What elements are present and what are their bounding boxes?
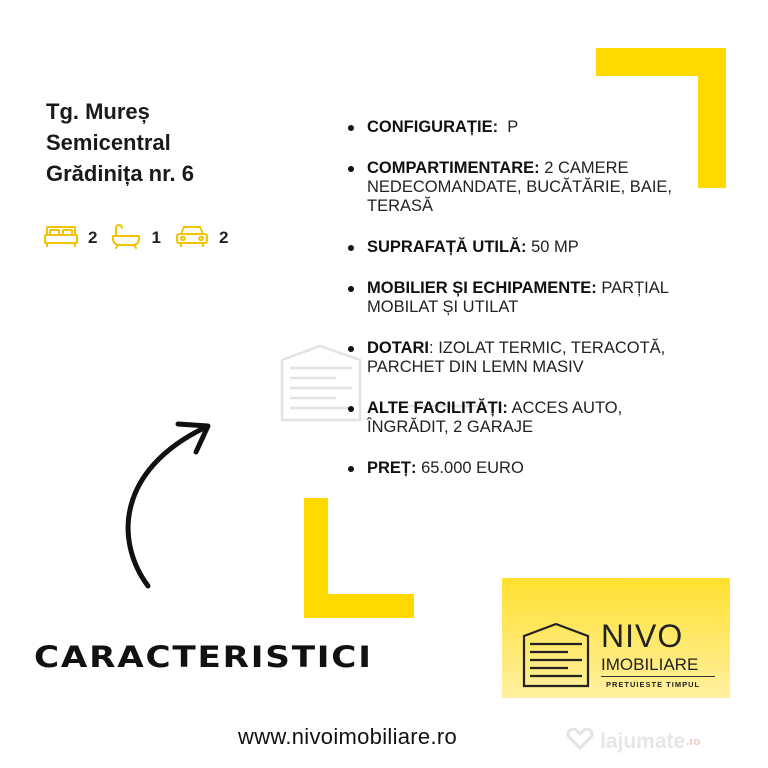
yellow-bracket-bottom-left-base	[304, 594, 414, 618]
car-icon	[175, 223, 209, 254]
logo-subtitle: IMOBILIARE	[601, 655, 699, 674]
spec-value: P	[498, 118, 519, 136]
spec-value: : IZOLAT TERMIC, TERACOTĂ, PARCHET DIN LEMN MASIV	[367, 339, 666, 376]
spec-label: CONFIGURAȚIE:	[367, 118, 499, 136]
spec-value: 65.000 EURO	[416, 459, 524, 477]
spec-label: MOBILIER ȘI ECHIPAMENTE:	[367, 279, 597, 297]
spec-item-configuration	[346, 118, 696, 137]
characteristics-list	[346, 118, 696, 500]
spec-label: ALTE FACILITĂȚI:	[367, 399, 508, 417]
spec-item-layout	[346, 159, 696, 216]
location-landmark: Grădinița nr. 6	[46, 161, 194, 186]
website-url: www.nivoimobiliare.ro	[238, 724, 458, 749]
features-row	[44, 224, 242, 252]
spec-item-other-facilities	[346, 399, 696, 437]
spec-value: 2 CAMERE NEDECOMANDATE, BUCĂTĂRIE, BAIE, TERASĂ	[367, 159, 672, 215]
spec-item-price	[346, 459, 696, 478]
spec-label: SUPRAFAȚĂ UTILĂ:	[367, 238, 527, 256]
logo-name: NIVO	[601, 618, 684, 654]
spec-item-furniture	[346, 279, 696, 317]
spec-label: PREȚ:	[367, 459, 417, 477]
spec-value: 50 MP	[526, 238, 579, 256]
heart-icon	[566, 728, 594, 756]
stamp-tld: .ro	[686, 736, 701, 748]
lajumate-watermark	[566, 728, 700, 756]
page-title: CARACTERISTICI	[34, 640, 373, 674]
logo-slogan: PRETUIESTE TIMPUL	[606, 680, 701, 689]
curved-arrow-icon	[108, 410, 218, 595]
bathrooms-count: 1	[151, 228, 161, 247]
location-block	[46, 96, 194, 189]
parking-count: 2	[218, 228, 229, 247]
spec-label: DOTARI	[367, 339, 430, 357]
building-logo-icon	[520, 622, 592, 695]
company-logo	[502, 578, 730, 698]
yellow-bracket-top-right-side	[698, 48, 726, 188]
bedrooms-count: 2	[88, 228, 98, 247]
stamp-name: lajumate	[600, 730, 686, 753]
location-area: Semicentral	[46, 130, 171, 155]
spec-value: ACCES AUTO, ÎNGRĂDIT, 2 GARAJE	[367, 399, 623, 436]
spec-value: PARȚIAL MOBILAT ȘI UTILAT	[367, 279, 669, 316]
location-city: Tg. Mureș	[46, 99, 150, 124]
logo-divider	[601, 676, 715, 677]
spec-item-usable-area	[346, 238, 696, 257]
spec-item-amenities	[346, 339, 696, 377]
spec-label: COMPARTIMENTARE:	[367, 159, 540, 177]
bed-icon	[44, 224, 78, 253]
bathtub-icon	[111, 223, 141, 254]
